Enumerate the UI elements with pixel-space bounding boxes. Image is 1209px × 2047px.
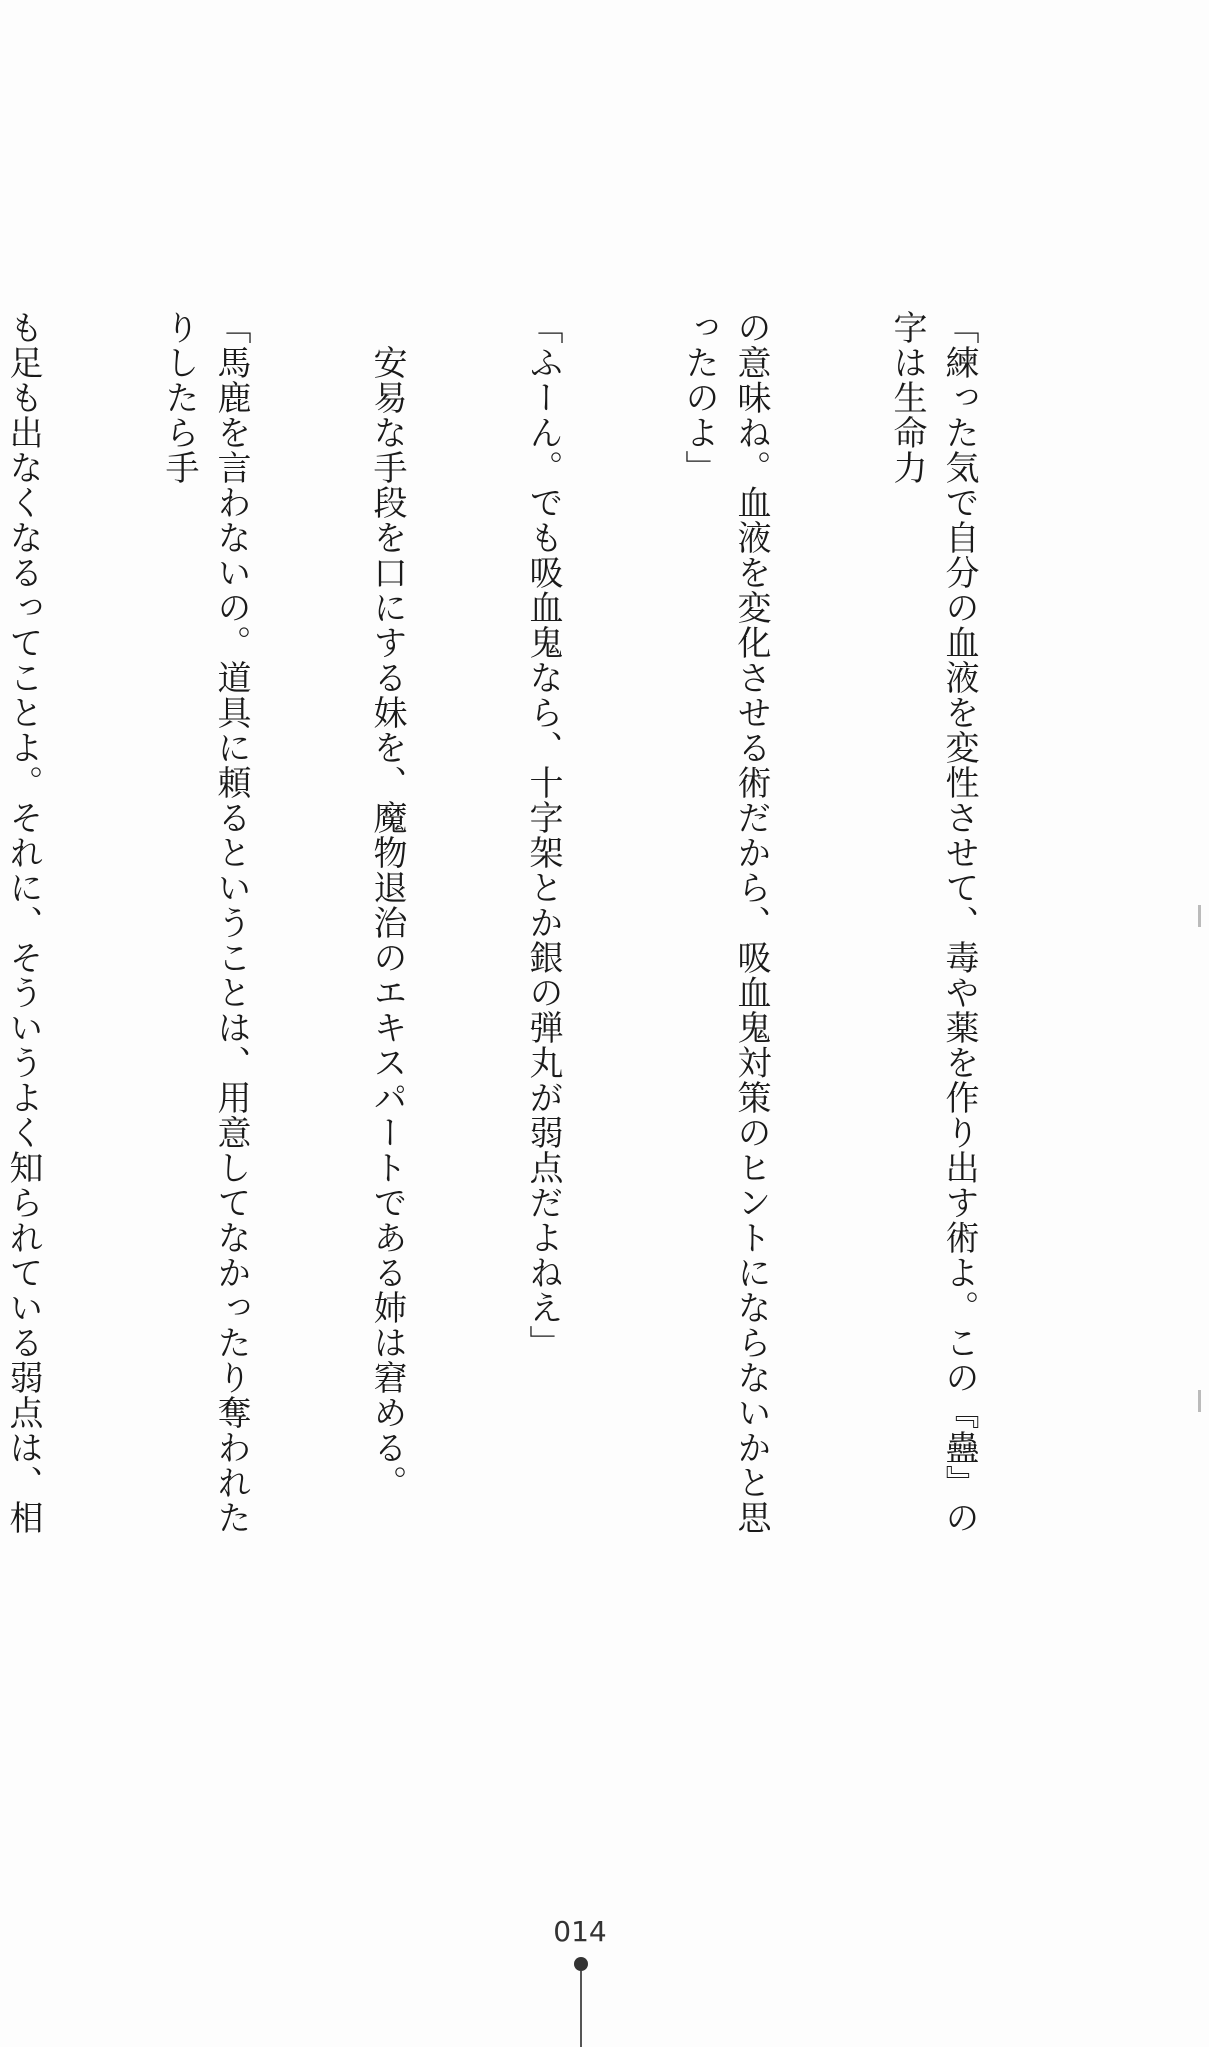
body-text bbox=[3, 310, 1089, 1540]
page-tick-ornament bbox=[580, 1971, 582, 2047]
text-line: 「ふーん。でも吸血鬼なら、十字架とか銀の弾丸が弱点だよねえ」 bbox=[523, 310, 563, 1360]
page-dot-ornament bbox=[574, 1957, 588, 1971]
page-number: 014 bbox=[553, 1915, 607, 1948]
text-line: の意味ね。血液を変化させる術だから、吸血鬼対策のヒントにならないかと思ったのよ」 bbox=[679, 310, 771, 1535]
text-line: 安易な手段を口にする妹を、魔物退治のエキスパートである姉は窘める。 bbox=[367, 310, 407, 1500]
text-line: 「練った気で自分の血液を変性させて、毒や薬を作り出す術よ。この『蠱』の字は生命力 bbox=[887, 310, 979, 1535]
text-line: 「馬鹿を言わないの。道具に頼るということは、用意してなかったり奪われたりしたら手 bbox=[159, 310, 251, 1535]
edge-mark bbox=[1198, 1390, 1201, 1412]
text-line: も足も出なくなるってことよ。それに、そういうよく知られている弱点は、相 bbox=[3, 310, 43, 1535]
edge-mark bbox=[1198, 905, 1201, 927]
